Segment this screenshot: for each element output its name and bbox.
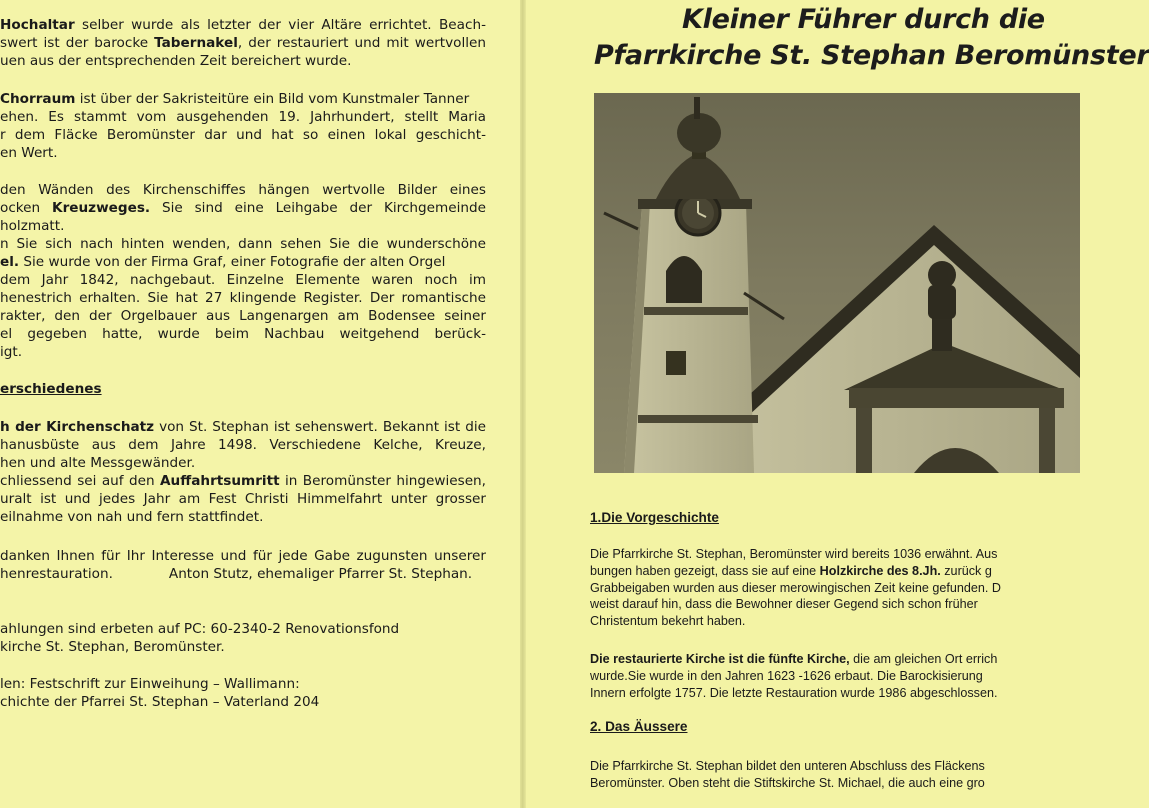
church-photo — [594, 93, 1080, 473]
title-line-1: Kleiner Führer durch die — [682, 4, 1045, 35]
right-page — [526, 0, 1149, 808]
paragraph-zahlungen: ahlungen sind erbeten auf PC: 60-2340-2 Renovationsfond kirche St. Stephan, Beromünster. — [0, 621, 400, 655]
paragraph-dank: danken Ihnen für Ihr Interesse und für jede Gabe zugunsten unserer henrestauration. Anton Stutz, ehemaliger Pfarrer St. Stephan. — [0, 548, 486, 582]
bold-term: Die restaurierte Kirche ist die fünfte Kirche, — [590, 652, 850, 666]
bold-term: Hochaltar — [0, 17, 75, 33]
bold-term: Kreuzweges. — [52, 200, 151, 216]
section-heading-aeussere: 2. Das Äussere — [590, 719, 688, 734]
paragraph-vorgeschichte: Die Pfarrkirche St. Stephan, Beromünster wird bereits 1036 erwähnt. Aus bungen haben gezeigt, dass sie auf eine Holzkirche des 8.Jh. zurück g Grabbeigaben wurden aus dieser merowingischen Zeit keine gefunden. D weist darauf hin, dass die Bewohner dieser Gegend sich schon früher Christentum bekehrt haben. — [590, 547, 1001, 629]
bold-term: Chorraum — [0, 91, 76, 107]
section-heading-vorgeschichte: 1.Die Vorgeschichte — [590, 510, 719, 525]
paragraph-quellen: len: Festschrift zur Einweihung – Wallimann: chichte der Pfarrei St. Stephan – Vaterland 204 — [0, 676, 320, 710]
bold-term: h der Kirchenschatz — [0, 419, 155, 435]
bold-term: Tabernakel — [154, 35, 238, 51]
signature-line: Anton Stutz, ehemaliger Pfarrer St. Stephan. — [168, 566, 473, 582]
bold-term: el. — [0, 254, 20, 270]
paragraph-aeussere: Die Pfarrkirche St. Stephan bildet den unteren Abschluss des Fläckens Beromünster. Oben steht die Stiftskirche St. Michael, die auch eine gro — [590, 759, 985, 790]
paragraph-fuenfte-kirche: Die restaurierte Kirche ist die fünfte Kirche, die am gleichen Ort errich wurde.Sie wurde in den Jahren 1623 -1626 erbaut. Die Barockisierung Innern erfolgte 1757. Die letzte Restauration wurde 1986 abgeschlossen. — [590, 652, 998, 700]
bold-term: Auffahrtsumritt — [160, 473, 280, 489]
paragraph-hochaltar: Hochaltar selber wurde als letzter der vier Altäre errichtet. Beach- swert ist der barocke Tabernakel, der restauriert und mit wertvollen uen aus der entsprechenden Zeit bereichert wurde. — [0, 17, 487, 69]
section-heading-verschiedenes: erschiedenes — [0, 381, 102, 397]
paragraph-kreuzweg-orgel: den Wänden des Kirchenschiffes hängen wertvolle Bilder eines ocken Kreuzweges. Sie sind eine Leihgabe der Kirchgemeinde holzmatt. n Sie sich nach hinten wenden, dann sehen Sie die wunderschöne el. Sie wurde von der Firma Graf, einer Fotografie der alten Orgel dem Jahr 1842, nachgebaut. Einzelne Elemente waren noch im henestrich erhalten. Sie hat 27 klingende Register. Der romantische rakter, den der Orgelbauer aus Langenargen am Bodensee seiner el gegeben hatte, wurde beim Nachbau weitgehend berück- igt. — [0, 182, 487, 360]
paragraph-chorraum: Chorraum ist über der Sakristeitüre ein Bild vom Kunstmaler Tanner ehen. Es stammt vom ausgehenden 19. Jahrhundert, stellt Maria r dem Fläcke Beromünster dar und hat so einen lokal geschicht- en Wert. — [0, 91, 486, 161]
title-line-2: Pfarrkirche St. Stephan Beromünster — [594, 40, 1149, 71]
paragraph-kirchenschatz: h der Kirchenschatz von St. Stephan ist sehenswert. Bekannt ist die hanusbüste aus dem Jahre 1498. Verschiedene Kelche, Kreuze, hen und alte Messgewänder. chliessend sei auf den Auffahrtsumritt in Beromünster hingewiesen, uralt ist und jedes Jahr am Fest Christi Himmelfahrt unter grosser eilnahme von nah und fern stattfindet. — [0, 419, 486, 525]
bold-term: Holzkirche des 8.Jh. — [819, 563, 941, 578]
left-page — [0, 0, 520, 808]
